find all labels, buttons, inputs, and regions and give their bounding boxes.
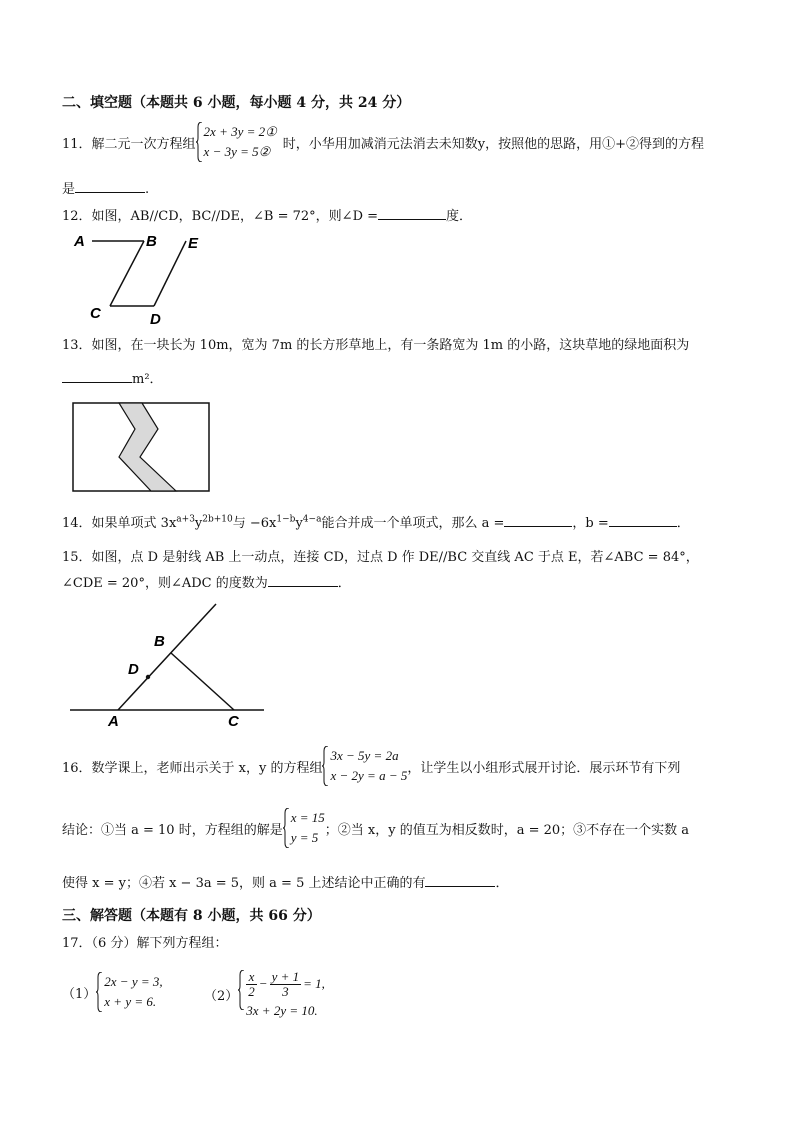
q11-line2-text: 是 bbox=[62, 182, 76, 197]
label-b: B bbox=[146, 233, 157, 250]
q14-a-blank[interactable] bbox=[504, 514, 572, 527]
q14-p3: 与 −6x bbox=[232, 516, 277, 531]
q16-s2: y = 5 bbox=[290, 830, 319, 845]
q11-eq2: x − 3y = 5② bbox=[203, 144, 271, 159]
q16-c1b: ；②当 x，y 的值互为相反数时，a = 20；③不存在一个实数 a bbox=[324, 822, 690, 838]
segment-bc bbox=[171, 653, 234, 710]
question-11 bbox=[62, 120, 704, 164]
q11-prefix: 11．解二元一次方程组 bbox=[62, 136, 196, 152]
q17-p1-system bbox=[96, 972, 162, 1012]
label-d: D bbox=[128, 661, 139, 678]
q15-line2-text: ∠CDE = 20°，则∠ADC 的度数为 bbox=[62, 576, 268, 591]
q13-line2 bbox=[62, 368, 163, 387]
q12-text: 12．如图，AB//CD，BC//DE，∠B = 72°，则∠D = bbox=[62, 209, 379, 224]
q16-prefix: 16．数学课上，老师出示关于 x，y 的方程组 bbox=[62, 760, 323, 776]
q16-conclusion-line bbox=[62, 806, 689, 850]
q16-end: ． bbox=[495, 876, 509, 891]
q17-minus: − bbox=[258, 976, 268, 991]
q16-system bbox=[322, 746, 407, 786]
q16-c2: 使得 x = y；④若 x − 3a = 5，则 a = 5 上述结论中正确的有 bbox=[62, 876, 426, 891]
q16-eq1: 3x − 5y = 2a bbox=[330, 748, 399, 763]
q14-e4: 4−a bbox=[302, 514, 322, 525]
q11-suffix: 时，小华用加减消元法消去未知数y，按照他的思路，用①+②得到的方程 bbox=[282, 136, 705, 152]
q11-line2 bbox=[62, 178, 149, 197]
brace-icon bbox=[322, 746, 329, 786]
q14-e3: 1−b bbox=[276, 514, 296, 525]
q17-part2 bbox=[204, 964, 325, 1024]
q14-e2: 2b+10 bbox=[202, 514, 233, 525]
question-14 bbox=[62, 512, 690, 531]
q17-rhs: = 1, bbox=[303, 976, 325, 991]
q14-e1: a+3 bbox=[176, 514, 195, 525]
ray-ab bbox=[118, 604, 216, 710]
label-e: E bbox=[188, 235, 199, 252]
q14-end: ． bbox=[676, 516, 690, 531]
label-a: A bbox=[108, 713, 119, 730]
q14-p4: y bbox=[295, 516, 303, 531]
q14-p2: y bbox=[194, 516, 203, 531]
question-15-line2 bbox=[62, 572, 351, 591]
question-13: 13．如图，在一块长为 10m，宽为 7m 的长方形草地上，有一条路宽为 1m 的小路，这块草地的绿地面积为 bbox=[62, 338, 690, 353]
q16-answer-blank[interactable] bbox=[425, 874, 495, 887]
q16-eq2: x − 2y = a − 5 bbox=[330, 768, 408, 783]
q17-p2-label: （2） bbox=[204, 988, 239, 1004]
frac2-den: 3 bbox=[282, 983, 289, 999]
question-16 bbox=[62, 744, 680, 788]
q15-answer-blank[interactable] bbox=[268, 574, 338, 587]
q16-solution bbox=[283, 808, 325, 848]
frac1-num: x bbox=[246, 970, 257, 985]
label-a: A bbox=[74, 233, 85, 250]
q12-figure bbox=[70, 230, 220, 330]
q11-answer-blank[interactable] bbox=[75, 180, 145, 193]
question-12 bbox=[62, 205, 472, 224]
q11-end: . bbox=[145, 182, 150, 197]
q11-system bbox=[196, 122, 277, 162]
q16-last-line bbox=[62, 872, 509, 891]
q14-p5: 能合并成一个单项式，那么 a = bbox=[321, 516, 505, 531]
q13-unit: m²． bbox=[132, 372, 163, 387]
frac2-num: y + 1 bbox=[271, 968, 300, 984]
label-d: D bbox=[150, 311, 161, 328]
q14-p6: ，b = bbox=[572, 516, 609, 531]
q15-end: ． bbox=[337, 576, 351, 591]
q14-p1: 14．如果单项式 3x bbox=[62, 516, 177, 531]
label-c: C bbox=[90, 305, 101, 322]
frac1-den: 2 bbox=[248, 983, 255, 999]
q16-suffix: ，让学生以小组形式展开讨论．展示环节有下列 bbox=[407, 760, 681, 776]
question-15-line1: 15．如图，点 D 是射线 AB 上一动点，连接 CD，过点 D 作 DE//BC 交直线 AC 于点 E，若∠ABC = 84°， bbox=[62, 550, 699, 565]
q17-p1-eq1: 2x − y = 3, bbox=[104, 974, 163, 989]
section2-title: 二、填空题（本题共 6 小题，每小题 4 分，共 24 分） bbox=[62, 95, 411, 111]
q17-p1-eq2: x + y = 6. bbox=[104, 994, 157, 1009]
label-b: B bbox=[154, 633, 165, 650]
q13-figure bbox=[72, 402, 212, 494]
q17-part1 bbox=[62, 970, 163, 1014]
q15-figure bbox=[68, 596, 278, 736]
q17-p2-eq2: 3x + 2y = 10. bbox=[246, 1002, 318, 1018]
q17-p2-system bbox=[238, 970, 325, 1019]
segment-de bbox=[154, 241, 186, 306]
question-17-title: 17．（6 分）解下列方程组： bbox=[62, 936, 228, 951]
fraction-x-over-2 bbox=[246, 970, 257, 999]
brace-icon bbox=[196, 122, 203, 162]
segment-bc bbox=[110, 241, 144, 306]
q17-p1-label: （1） bbox=[62, 986, 97, 1002]
brace-icon bbox=[238, 970, 245, 1010]
brace-icon bbox=[96, 972, 103, 1012]
q12-answer-blank[interactable] bbox=[378, 207, 446, 220]
q13-answer-blank[interactable] bbox=[62, 370, 132, 383]
q16-c1a: 结论：①当 a = 10 时，方程组的解是 bbox=[62, 822, 283, 838]
point-d bbox=[146, 675, 150, 679]
q12-unit: 度． bbox=[446, 209, 473, 224]
q11-eq1: 2x + 3y = 2① bbox=[203, 124, 277, 139]
q16-s1: x = 15 bbox=[290, 810, 325, 825]
label-c: C bbox=[228, 713, 239, 730]
q17-p2-eq1 bbox=[246, 970, 325, 999]
q14-b-blank[interactable] bbox=[609, 514, 677, 527]
section3-title: 三、解答题（本题有 8 小题，共 66 分） bbox=[62, 908, 321, 924]
brace-icon bbox=[283, 808, 290, 848]
fraction-y1-over-3 bbox=[270, 970, 302, 999]
